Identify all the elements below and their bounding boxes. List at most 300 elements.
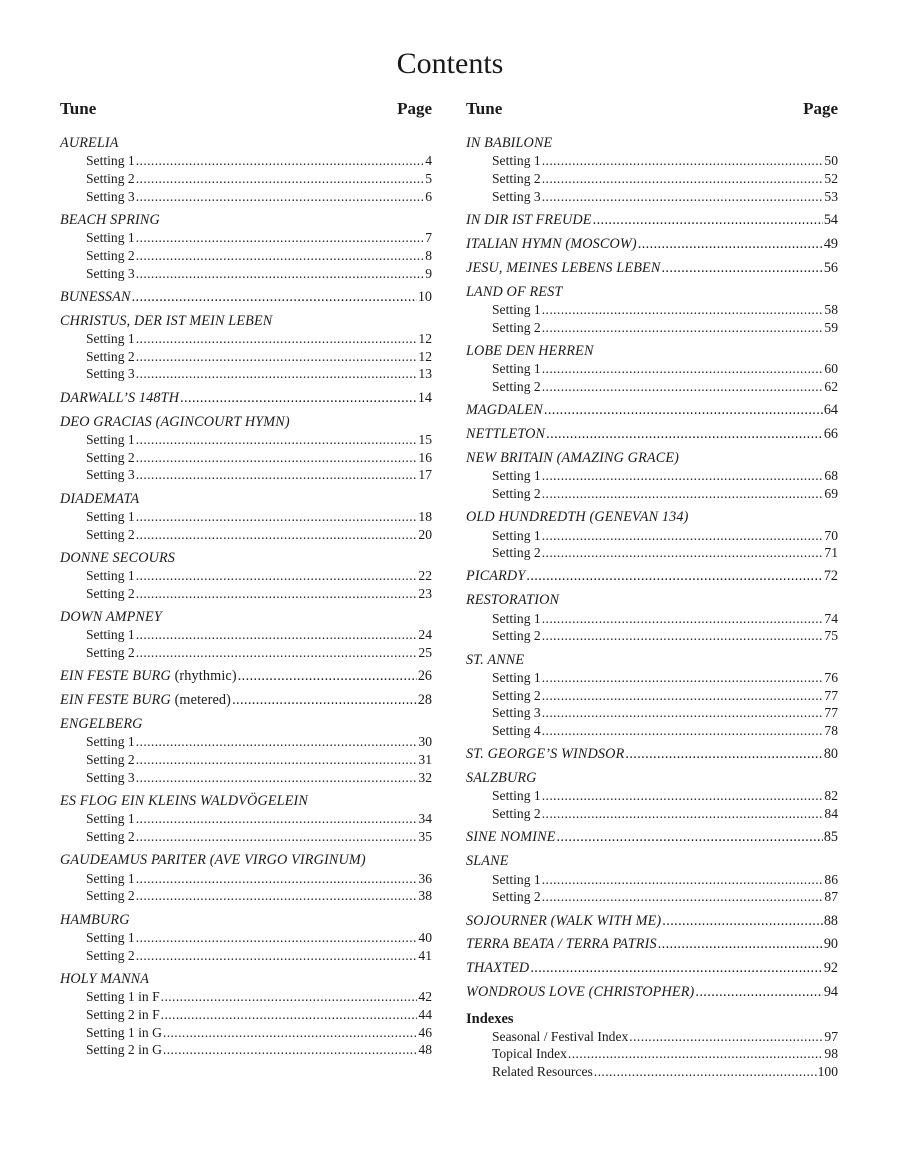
tune-entry (466, 235, 838, 253)
dot-leader (568, 1045, 823, 1063)
toc-row[interactable] (466, 828, 838, 846)
page-number: 17 (418, 467, 432, 483)
toc-row[interactable] (466, 360, 838, 378)
page-number: 60 (824, 361, 838, 377)
setting-label: Setting 1 (86, 230, 135, 246)
dot-leader (136, 330, 418, 348)
page-number: 78 (824, 722, 838, 738)
page-number: 68 (824, 468, 838, 484)
toc-row[interactable] (60, 449, 432, 467)
dot-leader (232, 691, 417, 709)
dot-leader (593, 211, 823, 229)
dot-leader (136, 751, 418, 769)
dot-leader (542, 485, 824, 503)
toc-row[interactable] (60, 389, 432, 407)
dot-leader (544, 401, 823, 419)
tune-title (60, 667, 237, 685)
dot-leader (161, 988, 418, 1006)
tune-title-text: MAGDALEN (466, 402, 543, 419)
tune-note: (rhythmic) (174, 668, 237, 685)
toc-row[interactable] (60, 828, 432, 846)
page-title: Contents (396, 47, 504, 80)
toc-row[interactable] (60, 1024, 432, 1042)
dot-leader (542, 787, 824, 805)
dot-leader (136, 733, 418, 751)
toc-row[interactable] (466, 704, 838, 722)
toc-row[interactable] (466, 959, 838, 977)
dot-leader (161, 1006, 418, 1024)
toc-row[interactable] (466, 722, 838, 740)
toc-row[interactable] (60, 247, 432, 265)
toc-row[interactable] (466, 669, 838, 687)
dot-leader (557, 828, 823, 846)
tune-title: ST. ANNE (466, 651, 525, 668)
toc-row[interactable] (466, 188, 838, 206)
setting-label: Setting 1 in F (86, 989, 160, 1005)
dot-leader (594, 1063, 817, 1081)
toc-row[interactable] (466, 170, 838, 188)
toc-row[interactable] (466, 888, 838, 906)
dot-leader (163, 1024, 418, 1042)
page-number: 12 (418, 331, 432, 347)
tune-column-label: Tune (466, 99, 503, 118)
tune-title (466, 828, 556, 846)
toc-row[interactable] (60, 810, 432, 828)
page-number: 77 (824, 687, 838, 703)
tune-title-text: THAXTED (466, 960, 530, 977)
toc-row[interactable] (466, 467, 838, 485)
toc-row[interactable] (60, 691, 432, 709)
toc-row[interactable] (466, 527, 838, 545)
page-number: 92 (823, 960, 838, 977)
dot-leader (136, 431, 418, 449)
setting-label: Setting 2 (86, 947, 135, 963)
dot-leader (136, 947, 418, 965)
tune-title: SALZBURG (466, 770, 537, 787)
page-number: 75 (824, 628, 838, 644)
dot-leader (546, 425, 823, 443)
tune-title (466, 959, 529, 977)
dot-leader (542, 687, 824, 705)
right-column (466, 96, 838, 1081)
toc-row[interactable] (466, 211, 838, 229)
setting-label: Setting 1 in G (86, 1024, 162, 1040)
page-number: 20 (418, 526, 432, 542)
tune-entry (60, 549, 432, 603)
setting-label: Setting 2 (86, 247, 135, 263)
toc-row[interactable] (60, 947, 432, 965)
toc-row[interactable] (466, 983, 838, 1001)
page-number: 38 (418, 888, 432, 904)
dot-leader (542, 704, 824, 722)
setting-label: Setting 4 (492, 722, 541, 738)
page-number: 90 (823, 936, 838, 953)
tune-title: HOLY MANNA (60, 970, 150, 987)
page-number: 15 (418, 431, 432, 447)
dot-leader (661, 259, 822, 277)
toc-row[interactable] (60, 229, 432, 247)
tune-entry (466, 425, 838, 443)
tune-entry (466, 259, 838, 277)
setting-label: Setting 2 (86, 526, 135, 542)
page-number: 80 (823, 746, 838, 763)
setting-label: Setting 3 (86, 188, 135, 204)
setting-label: Setting 1 (492, 669, 541, 685)
indexes-heading: Indexes (466, 1010, 514, 1027)
tune-title-text: ST. GEORGE’S WINDSOR (466, 746, 625, 763)
page-number: 12 (418, 348, 432, 364)
page-number: 7 (425, 230, 432, 246)
toc-row[interactable] (60, 644, 432, 662)
page-number: 77 (824, 705, 838, 721)
tune-title: DIADEMATA (60, 490, 140, 507)
page-number: 41 (418, 947, 432, 963)
toc-row[interactable] (466, 152, 838, 170)
tune-entry (60, 389, 432, 407)
tune-entry (60, 970, 432, 1059)
toc-entries (466, 134, 838, 1002)
toc-row[interactable] (60, 170, 432, 188)
toc-row[interactable] (60, 466, 432, 484)
dot-leader (542, 805, 824, 823)
tune-title (466, 567, 525, 585)
tune-title: ENGELBERG (60, 716, 143, 733)
toc-row[interactable] (466, 378, 838, 396)
dot-leader (530, 959, 822, 977)
tune-entry (466, 401, 838, 419)
page-number: 28 (417, 692, 432, 709)
toc-row[interactable] (466, 912, 838, 930)
setting-label: Setting 2 (492, 378, 541, 394)
page-number: 35 (418, 829, 432, 845)
toc-row[interactable] (466, 687, 838, 705)
tune-entry (466, 769, 838, 823)
toc-row[interactable] (60, 751, 432, 769)
toc-row[interactable] (60, 567, 432, 585)
tune-entry (60, 608, 432, 662)
setting-label: Setting 1 (492, 153, 541, 169)
column-header (60, 96, 432, 122)
dot-leader (136, 769, 418, 787)
toc-row[interactable] (60, 188, 432, 206)
setting-label: Setting 3 (86, 769, 135, 785)
setting-label: Setting 2 (492, 806, 541, 822)
page-number: 14 (417, 389, 432, 406)
page-number: 13 (418, 366, 432, 382)
tune-entry (466, 852, 838, 906)
page-number: 54 (823, 211, 838, 228)
dot-leader (136, 265, 424, 283)
toc-row[interactable] (60, 667, 432, 685)
tune-entry (60, 667, 432, 685)
page-number: 44 (418, 1006, 432, 1022)
dot-leader (542, 188, 824, 206)
dot-leader (136, 365, 418, 383)
page-number: 40 (418, 929, 432, 945)
tune-title: IN BABILONE (466, 135, 553, 151)
tune-entry (60, 288, 432, 306)
dot-leader (136, 247, 424, 265)
toc-row[interactable] (60, 365, 432, 383)
tune-title-text: ITALIAN HYMN (MOSCOW) (466, 235, 637, 252)
tune-title: RESTORATION (466, 592, 560, 609)
setting-label: Setting 3 (86, 467, 135, 483)
page-number: 58 (824, 301, 838, 317)
page-number: 31 (418, 752, 432, 768)
dot-leader (542, 544, 824, 562)
dot-leader (542, 360, 824, 378)
toc-row[interactable] (466, 425, 838, 443)
page-number: 32 (418, 769, 432, 785)
setting-label: Setting 1 (492, 610, 541, 626)
dot-leader (542, 669, 824, 687)
page-number: 34 (418, 811, 432, 827)
toc-row[interactable] (60, 265, 432, 283)
dot-leader (542, 627, 824, 645)
toc-row[interactable] (60, 526, 432, 544)
column-header (466, 96, 838, 122)
page-number: 4 (425, 153, 432, 169)
page-number: 16 (418, 449, 432, 465)
page-number: 46 (418, 1024, 432, 1040)
tune-column-label: Tune (60, 99, 97, 118)
tune-title (60, 288, 131, 306)
tune-title: CHRISTUS, DER IST MEIN LEBEN (60, 312, 273, 329)
toc-row[interactable] (60, 348, 432, 366)
tune-title-text: JESU, MEINES LEBENS LEBEN (466, 259, 661, 276)
tune-entry (466, 134, 838, 205)
page-number: 72 (823, 568, 838, 585)
page-number: 49 (823, 235, 838, 252)
setting-label: Setting 1 (492, 301, 541, 317)
toc-row[interactable] (466, 1045, 838, 1063)
page-number: 86 (824, 871, 838, 887)
page-column-label: Page (803, 99, 838, 118)
dot-leader (136, 188, 424, 206)
page-number: 8 (425, 247, 432, 263)
indexes-list (466, 1028, 838, 1081)
toc-row[interactable] (466, 627, 838, 645)
tune-title (60, 389, 179, 407)
tune-title: DONNE SECOURS (60, 549, 176, 566)
toc-row[interactable] (466, 935, 838, 953)
tune-title-text: WONDROUS LOVE (CHRISTOPHER) (466, 984, 695, 1001)
toc-row[interactable] (60, 733, 432, 751)
toc-row[interactable] (60, 769, 432, 787)
page-number: 6 (425, 188, 432, 204)
toc-row[interactable] (466, 787, 838, 805)
page-number: 62 (824, 378, 838, 394)
toc-row[interactable] (466, 544, 838, 562)
dot-leader (542, 378, 824, 396)
dot-leader (638, 235, 823, 253)
tune-title-text: EIN FESTE BURG (60, 668, 171, 685)
tune-title: DOWN AMPNEY (60, 609, 162, 626)
toc-row[interactable] (466, 1063, 838, 1081)
tune-entry (60, 134, 432, 205)
dot-leader (163, 1041, 418, 1059)
tune-entry (60, 715, 432, 786)
page-number: 97 (824, 1028, 838, 1044)
tune-title (466, 935, 657, 953)
tune-title: OLD HUNDREDTH (GENEVAN 134) (466, 509, 689, 526)
page-number: 59 (824, 319, 838, 335)
dot-leader (542, 319, 824, 337)
setting-label: Setting 1 (86, 870, 135, 886)
toc-row[interactable] (466, 259, 838, 277)
dot-leader (695, 983, 822, 1001)
setting-label: Setting 3 (492, 188, 541, 204)
setting-label: Setting 2 (86, 585, 135, 601)
toc-row[interactable] (60, 1041, 432, 1059)
toc-row[interactable] (466, 805, 838, 823)
setting-label: Setting 1 (492, 468, 541, 484)
setting-label: Setting 2 (492, 687, 541, 703)
toc-row[interactable] (60, 870, 432, 888)
dot-leader (136, 449, 418, 467)
dot-leader (136, 229, 424, 247)
page-number: 25 (418, 645, 432, 661)
toc-row[interactable] (466, 745, 838, 763)
tune-title-text: IN DIR IST FREUDE (466, 211, 592, 228)
page-number: 85 (823, 829, 838, 846)
tune-title: BEACH SPRING (60, 211, 160, 228)
toc-row[interactable] (60, 929, 432, 947)
toc-row[interactable] (466, 235, 838, 253)
setting-label: Setting 1 (86, 568, 135, 584)
tune-title-text: PICARDY (466, 568, 526, 585)
toc-row[interactable] (466, 610, 838, 628)
toc-row[interactable] (466, 319, 838, 337)
setting-label: Setting 1 (86, 734, 135, 750)
tune-entry (60, 211, 432, 282)
setting-label: Setting 2 in G (86, 1042, 162, 1058)
tune-title: LAND OF REST (466, 283, 563, 300)
page-number: 88 (823, 912, 838, 929)
page-number: 23 (418, 585, 432, 601)
setting-label: Setting 1 (492, 361, 541, 377)
tune-title-text: EIN FESTE BURG (60, 692, 171, 709)
tune-title (466, 912, 661, 930)
dot-leader (136, 526, 418, 544)
toc-row[interactable] (60, 1006, 432, 1024)
page-number: 26 (417, 668, 432, 685)
page-number: 22 (418, 568, 432, 584)
dot-leader (136, 567, 418, 585)
dot-leader (542, 527, 824, 545)
toc-row[interactable] (466, 401, 838, 419)
dot-leader (542, 722, 824, 740)
setting-label: Setting 2 (86, 645, 135, 661)
tune-title: LOBE DEN HERREN (466, 342, 594, 359)
page-number: 30 (418, 734, 432, 750)
toc-row[interactable] (466, 485, 838, 503)
tune-entry (466, 342, 838, 396)
setting-label: Setting 1 (492, 527, 541, 543)
tune-title (466, 401, 543, 419)
toc-row[interactable] (466, 871, 838, 889)
page-number: 10 (417, 288, 432, 305)
toc-entries (60, 134, 432, 1059)
tune-title: NEW BRITAIN (AMAZING GRACE) (466, 449, 680, 466)
toc-row[interactable] (60, 887, 432, 905)
toc-row[interactable] (60, 988, 432, 1006)
tune-entry (466, 651, 838, 740)
page-number: 74 (824, 610, 838, 626)
tune-entry (60, 792, 432, 846)
dot-leader (625, 745, 822, 763)
setting-label: Setting 2 (86, 829, 135, 845)
setting-label: Setting 1 (86, 153, 135, 169)
tune-entry (466, 211, 838, 229)
dot-leader (136, 626, 418, 644)
setting-label: Setting 1 (86, 508, 135, 524)
toc-row[interactable] (466, 1028, 838, 1046)
dot-leader (136, 810, 418, 828)
setting-label: Related Resources (492, 1063, 593, 1079)
page-number: 64 (823, 402, 838, 419)
toc-row[interactable] (466, 301, 838, 319)
dot-leader (542, 467, 824, 485)
tune-entry (466, 959, 838, 977)
setting-label: Setting 1 (492, 788, 541, 804)
page-number: 87 (824, 889, 838, 905)
dot-leader (136, 828, 418, 846)
page-number: 84 (824, 806, 838, 822)
indexes-section (466, 1010, 838, 1081)
tune-title (466, 259, 660, 277)
page-number: 50 (824, 153, 838, 169)
dot-leader (136, 585, 418, 603)
page-number: 53 (824, 188, 838, 204)
dot-leader (136, 870, 418, 888)
toc-row[interactable] (60, 508, 432, 526)
left-column (60, 96, 432, 1065)
page-number: 94 (823, 984, 838, 1001)
toc-row[interactable] (466, 567, 838, 585)
dot-leader (180, 389, 417, 407)
tune-entry (466, 283, 838, 337)
tune-entry (466, 745, 838, 763)
dot-leader (542, 152, 824, 170)
tune-entry (466, 449, 838, 503)
setting-label: Setting 1 (86, 929, 135, 945)
page-number: 100 (817, 1063, 838, 1079)
toc-row[interactable] (60, 152, 432, 170)
toc-row[interactable] (60, 288, 432, 306)
toc-row[interactable] (60, 626, 432, 644)
setting-label: Setting 2 (492, 889, 541, 905)
toc-row[interactable] (60, 585, 432, 603)
dot-leader (658, 935, 823, 953)
setting-label: Setting 2 (492, 485, 541, 501)
tune-title: HAMBURG (60, 911, 130, 928)
tune-title: GAUDEAMUS PARITER (AVE VIRGO VIRGINUM) (60, 852, 366, 869)
page-number: 24 (418, 627, 432, 643)
page-number: 98 (824, 1046, 838, 1062)
toc-row[interactable] (60, 431, 432, 449)
dot-leader (542, 871, 824, 889)
setting-label: Setting 2 (492, 545, 541, 561)
tune-title (466, 745, 624, 763)
toc-row[interactable] (60, 330, 432, 348)
tune-title: ES FLOG EIN KLEINS WALDVÖGELEIN (60, 793, 308, 810)
page-number: 70 (824, 527, 838, 543)
tune-title: AURELIA (60, 135, 119, 151)
tune-title-text: TERRA BEATA / TERRA PATRIS (466, 936, 657, 953)
tune-entry (60, 413, 432, 484)
dot-leader (238, 667, 417, 685)
